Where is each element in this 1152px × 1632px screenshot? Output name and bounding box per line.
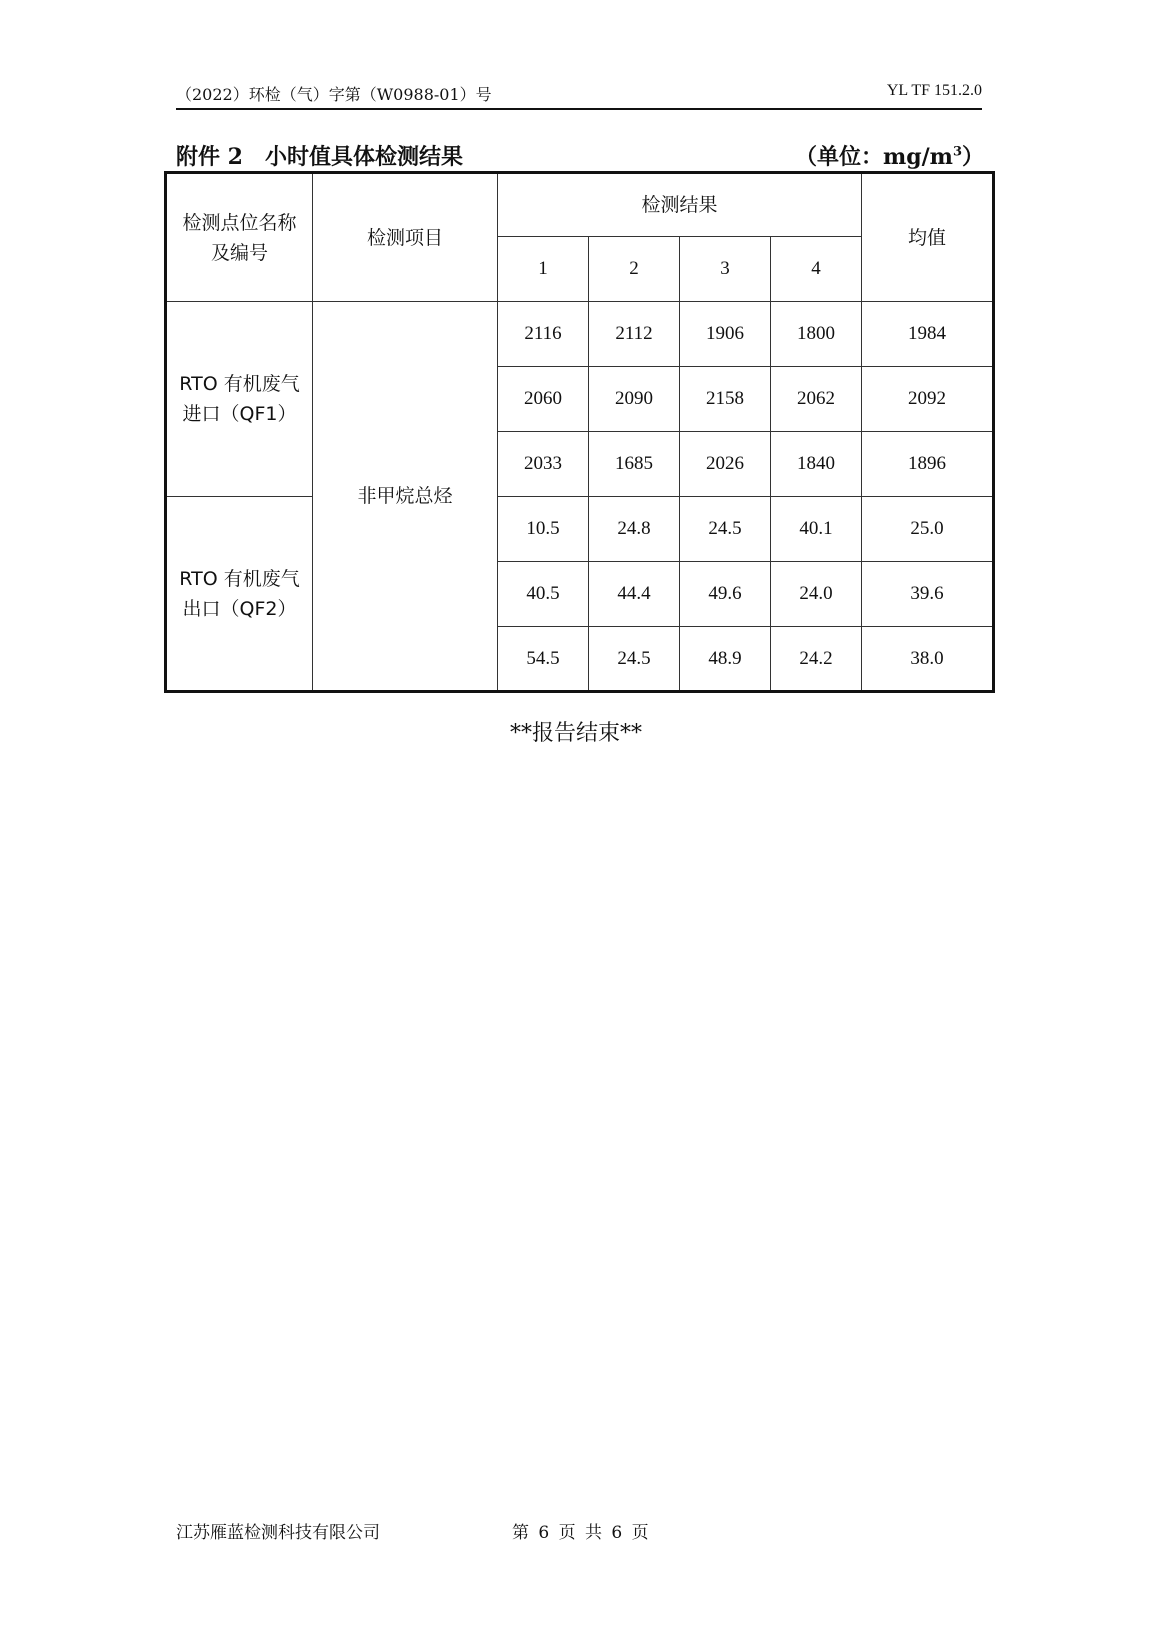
point-cell-qf2 xyxy=(166,497,313,692)
value-cell: 2112 xyxy=(589,302,680,367)
table-row xyxy=(166,302,994,367)
average-cell: 1896 xyxy=(862,432,994,497)
unit-label xyxy=(795,140,984,171)
value-cell: 2026 xyxy=(680,432,771,497)
item-cell: 非甲烷总烃 xyxy=(313,302,498,692)
average-cell: 38.0 xyxy=(862,627,994,692)
header-row-1 xyxy=(166,173,994,237)
header-result-num: 2 xyxy=(589,237,680,302)
header-point-line1: 检测点位名称 xyxy=(182,211,297,234)
unit-suffix: ） xyxy=(961,144,984,170)
header-item-cell: 检测项目 xyxy=(313,173,498,302)
value-cell: 49.6 xyxy=(680,562,771,627)
value-cell: 44.4 xyxy=(589,562,680,627)
value-cell: 40.5 xyxy=(498,562,589,627)
average-cell: 2092 xyxy=(862,367,994,432)
unit-prefix: （单位：mg/m xyxy=(794,144,953,170)
footer-page-number: 第 6 页 共 6 页 xyxy=(512,1523,651,1543)
value-cell: 2158 xyxy=(680,367,771,432)
header-result-num: 3 xyxy=(680,237,771,302)
header-result-num: 4 xyxy=(771,237,862,302)
average-cell: 39.6 xyxy=(862,562,994,627)
results-table xyxy=(164,171,995,693)
table-row xyxy=(166,497,994,562)
value-cell: 2062 xyxy=(771,367,862,432)
value-cell: 40.1 xyxy=(771,497,862,562)
header-point-line2: 及编号 xyxy=(210,241,268,264)
header-point-cell xyxy=(166,173,313,302)
header-average-cell: 均值 xyxy=(862,173,994,302)
value-cell: 2116 xyxy=(498,302,589,367)
document-code: YL TF 151.2.0 xyxy=(886,82,982,99)
value-cell: 24.5 xyxy=(680,497,771,562)
value-cell: 1840 xyxy=(771,432,862,497)
table-title: 附件 2 小时值具体检测结果 xyxy=(176,144,463,170)
point-cell-qf1 xyxy=(166,302,313,497)
average-cell: 25.0 xyxy=(862,497,994,562)
point-line2: 进口（QF1） xyxy=(182,403,297,425)
footer-company: 江苏雁蓝检测科技有限公司 xyxy=(176,1523,380,1543)
point-line1: RTO 有机废气 xyxy=(179,567,300,590)
point-line2: 出口（QF2） xyxy=(182,597,297,620)
value-cell: 48.9 xyxy=(680,627,771,692)
value-cell: 24.0 xyxy=(771,562,862,627)
value-cell: 24.5 xyxy=(589,627,680,692)
unit-superscript: 3 xyxy=(952,144,962,160)
report-end-text: **报告结束** xyxy=(509,721,642,746)
header-result-num: 1 xyxy=(498,237,589,302)
value-cell: 54.5 xyxy=(498,627,589,692)
value-cell: 1906 xyxy=(680,302,771,367)
value-cell: 2033 xyxy=(498,432,589,497)
page-header xyxy=(176,80,982,110)
header-results-cell: 检测结果 xyxy=(498,173,862,237)
point-line1: RTO 有机废气 xyxy=(179,373,300,395)
average-cell: 1984 xyxy=(862,302,994,367)
value-cell: 24.2 xyxy=(771,627,862,692)
value-cell: 1685 xyxy=(589,432,680,497)
value-cell: 1800 xyxy=(771,302,862,367)
value-cell: 2090 xyxy=(589,367,680,432)
document-number: （2022）环检（气）字第（W0988-01）号 xyxy=(176,85,492,104)
value-cell: 10.5 xyxy=(498,497,589,562)
value-cell: 24.8 xyxy=(589,497,680,562)
value-cell: 2060 xyxy=(498,367,589,432)
